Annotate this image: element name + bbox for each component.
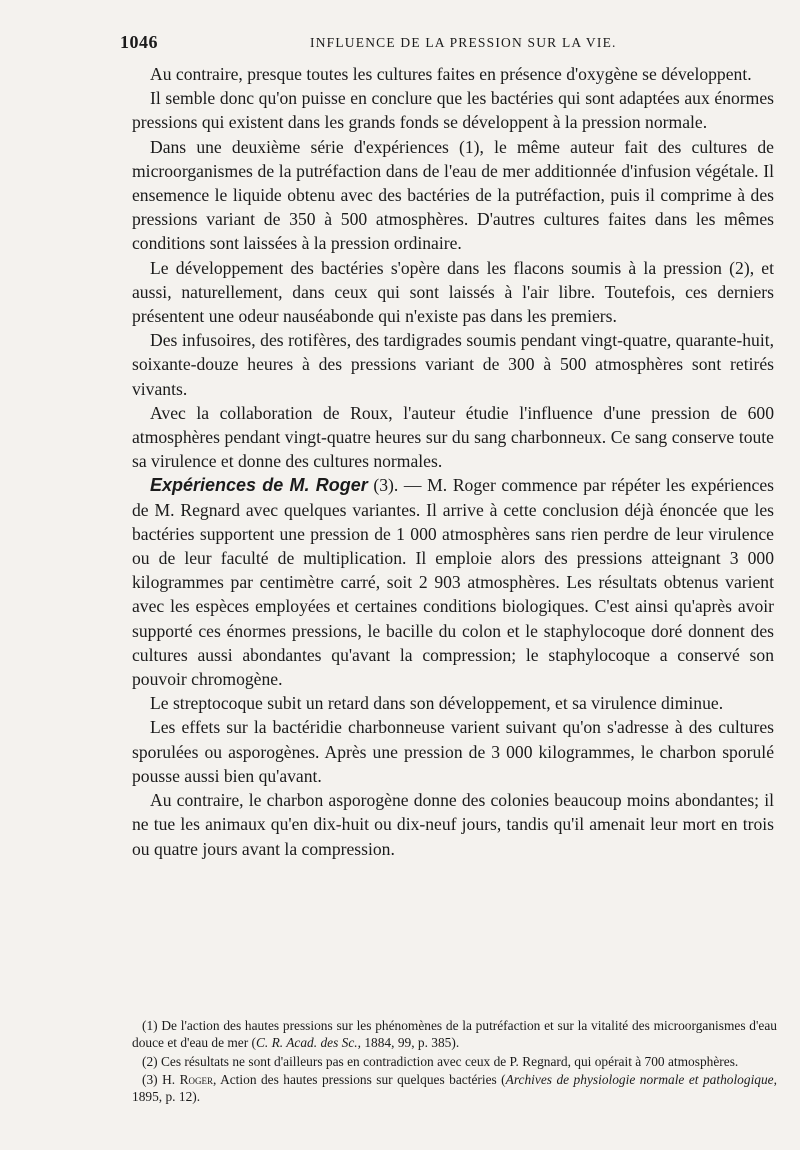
footnote-1 [132, 1018, 777, 1052]
footnote-3-author: Roger [179, 1072, 213, 1088]
footnote-1-journal: C. R. Acad. des Sc. [255, 1034, 358, 1050]
paragraph-1: Au contraire, presque toutes les cultures faites en présence d'oxygène se développent. [150, 64, 752, 84]
footnote-3-prefix: (3) H. [142, 1072, 180, 1088]
footnotes [132, 1018, 777, 1108]
section-heading: Expériences de M. Roger [150, 475, 368, 496]
paragraph-3: Dans une deuxième série d'expériences (1), le même auteur fait des cultures de microorganismes de la putréfaction dans de l'eau de mer additionnée d'infusion végétale. Il ensemence le liquide obtenu avec des bactéries de la putréfaction, puis il comprime à des pressions variant de 350 à 500 atmosphères. D'autres cultures faites dans les mêmes conditions sont laissées à la pression ordinaire. [132, 136, 774, 254]
paragraph-10: Au contraire, le charbon asporogène donne des colonies beaucoup moins abondantes; il ne tue les animaux qu'en dix-huit ou dix-neuf jours, tandis qu'il amenait leur mort en trois ou quatre jours avant la compression. [132, 790, 774, 859]
paragraph-9: Les effets sur la bactéridie charbonneuse varient suivant qu'on s'adresse à des cultures sporulées ou asporogènes. Après une pression de 3 000 kilogrammes, le charbon sporulé pousse aussi bien qu'avant. [132, 717, 774, 786]
page-number: 1046 [120, 32, 158, 52]
paragraph-5: Des infusoires, des rotifères, des tardigrades soumis pendant vingt-quatre, quarante-huit, soixante-douze heures à des pressions variant de 300 à 500 atmosphères sont retirés vivants. [132, 330, 774, 399]
paragraph-7 [132, 473, 774, 691]
footnote-3 [132, 1072, 777, 1106]
paragraph-8: Le streptocoque subit un retard dans son développement, et sa virulence diminue. [150, 693, 724, 714]
footnote-3-journal: Archives de physiologie normale et pathologique [505, 1072, 774, 1088]
paragraph-2: Il semble donc qu'on puisse en conclure que les bactéries qui sont adaptées aux énormes pressions qui existent dans les grands fonds se développent à la pression normale. [132, 88, 774, 133]
paragraph-6: Avec la collaboration de Roux, l'auteur étudie l'influence d'une pression de 600 atmosphères pendant vingt-quatre heures sur du sang charbonneux. Ce sang conserve toute sa virulence et donne des cultures normales. [132, 402, 774, 472]
footnote-3-ref: , 1895, p. 12). [132, 1072, 777, 1105]
footnote-3-title: , Action des hautes pressions sur quelques bactéries ( [213, 1072, 506, 1088]
page-header [120, 32, 772, 54]
running-title: INFLUENCE DE LA PRESSION SUR LA VIE. [310, 35, 617, 50]
footnote-1-ref: , 1884, 99, p. 385). [357, 1034, 460, 1050]
paragraph-4: Le développement des bactéries s'opère dans les flacons soumis à la pression (2), et aussi, naturellement, dans ceux qui sont laissés à l'air libre. Toutefois, ces derniers présentent une odeur nauséabonde qui n'existe pas dans les premiers. [132, 257, 774, 327]
footnote-2: (2) Ces résultats ne sont d'ailleurs pas en contradiction avec ceux de P. Regnard, qui opérait à 700 atmosphères. [142, 1053, 739, 1069]
footnote-1-text: (1) De l'action des hautes pressions sur les phénomènes de la putréfaction et sur la vitalité des microorganismes d'eau douce et d'eau de mer ( [132, 1018, 777, 1050]
paragraph-7-body: (3). — M. Roger commence par répéter les expériences de M. Regnard avec quelques variantes. Il arrive à cette conclusion déjà énoncée que les bactéries supportent une pression de 1 000 atmosphères sans rien perdre de leur virulence ou de leur faculté de multiplication. Il emploie alors des pressions atteignant 3 000 kilogrammes par centimètre carré, soit 2 903 atmosphères. Les résultats obtenus varient avec les espèces employées et certaines conditions biologiques. C'est ainsi qu'après avoir supporté ces énormes pressions, le bacille du colon et le staphylocoque doré donnent des cultures aussi abondantes qu'avant la compression; le staphylocoque a conservé son pouvoir chromogène. [132, 475, 775, 690]
body-text [132, 62, 774, 861]
